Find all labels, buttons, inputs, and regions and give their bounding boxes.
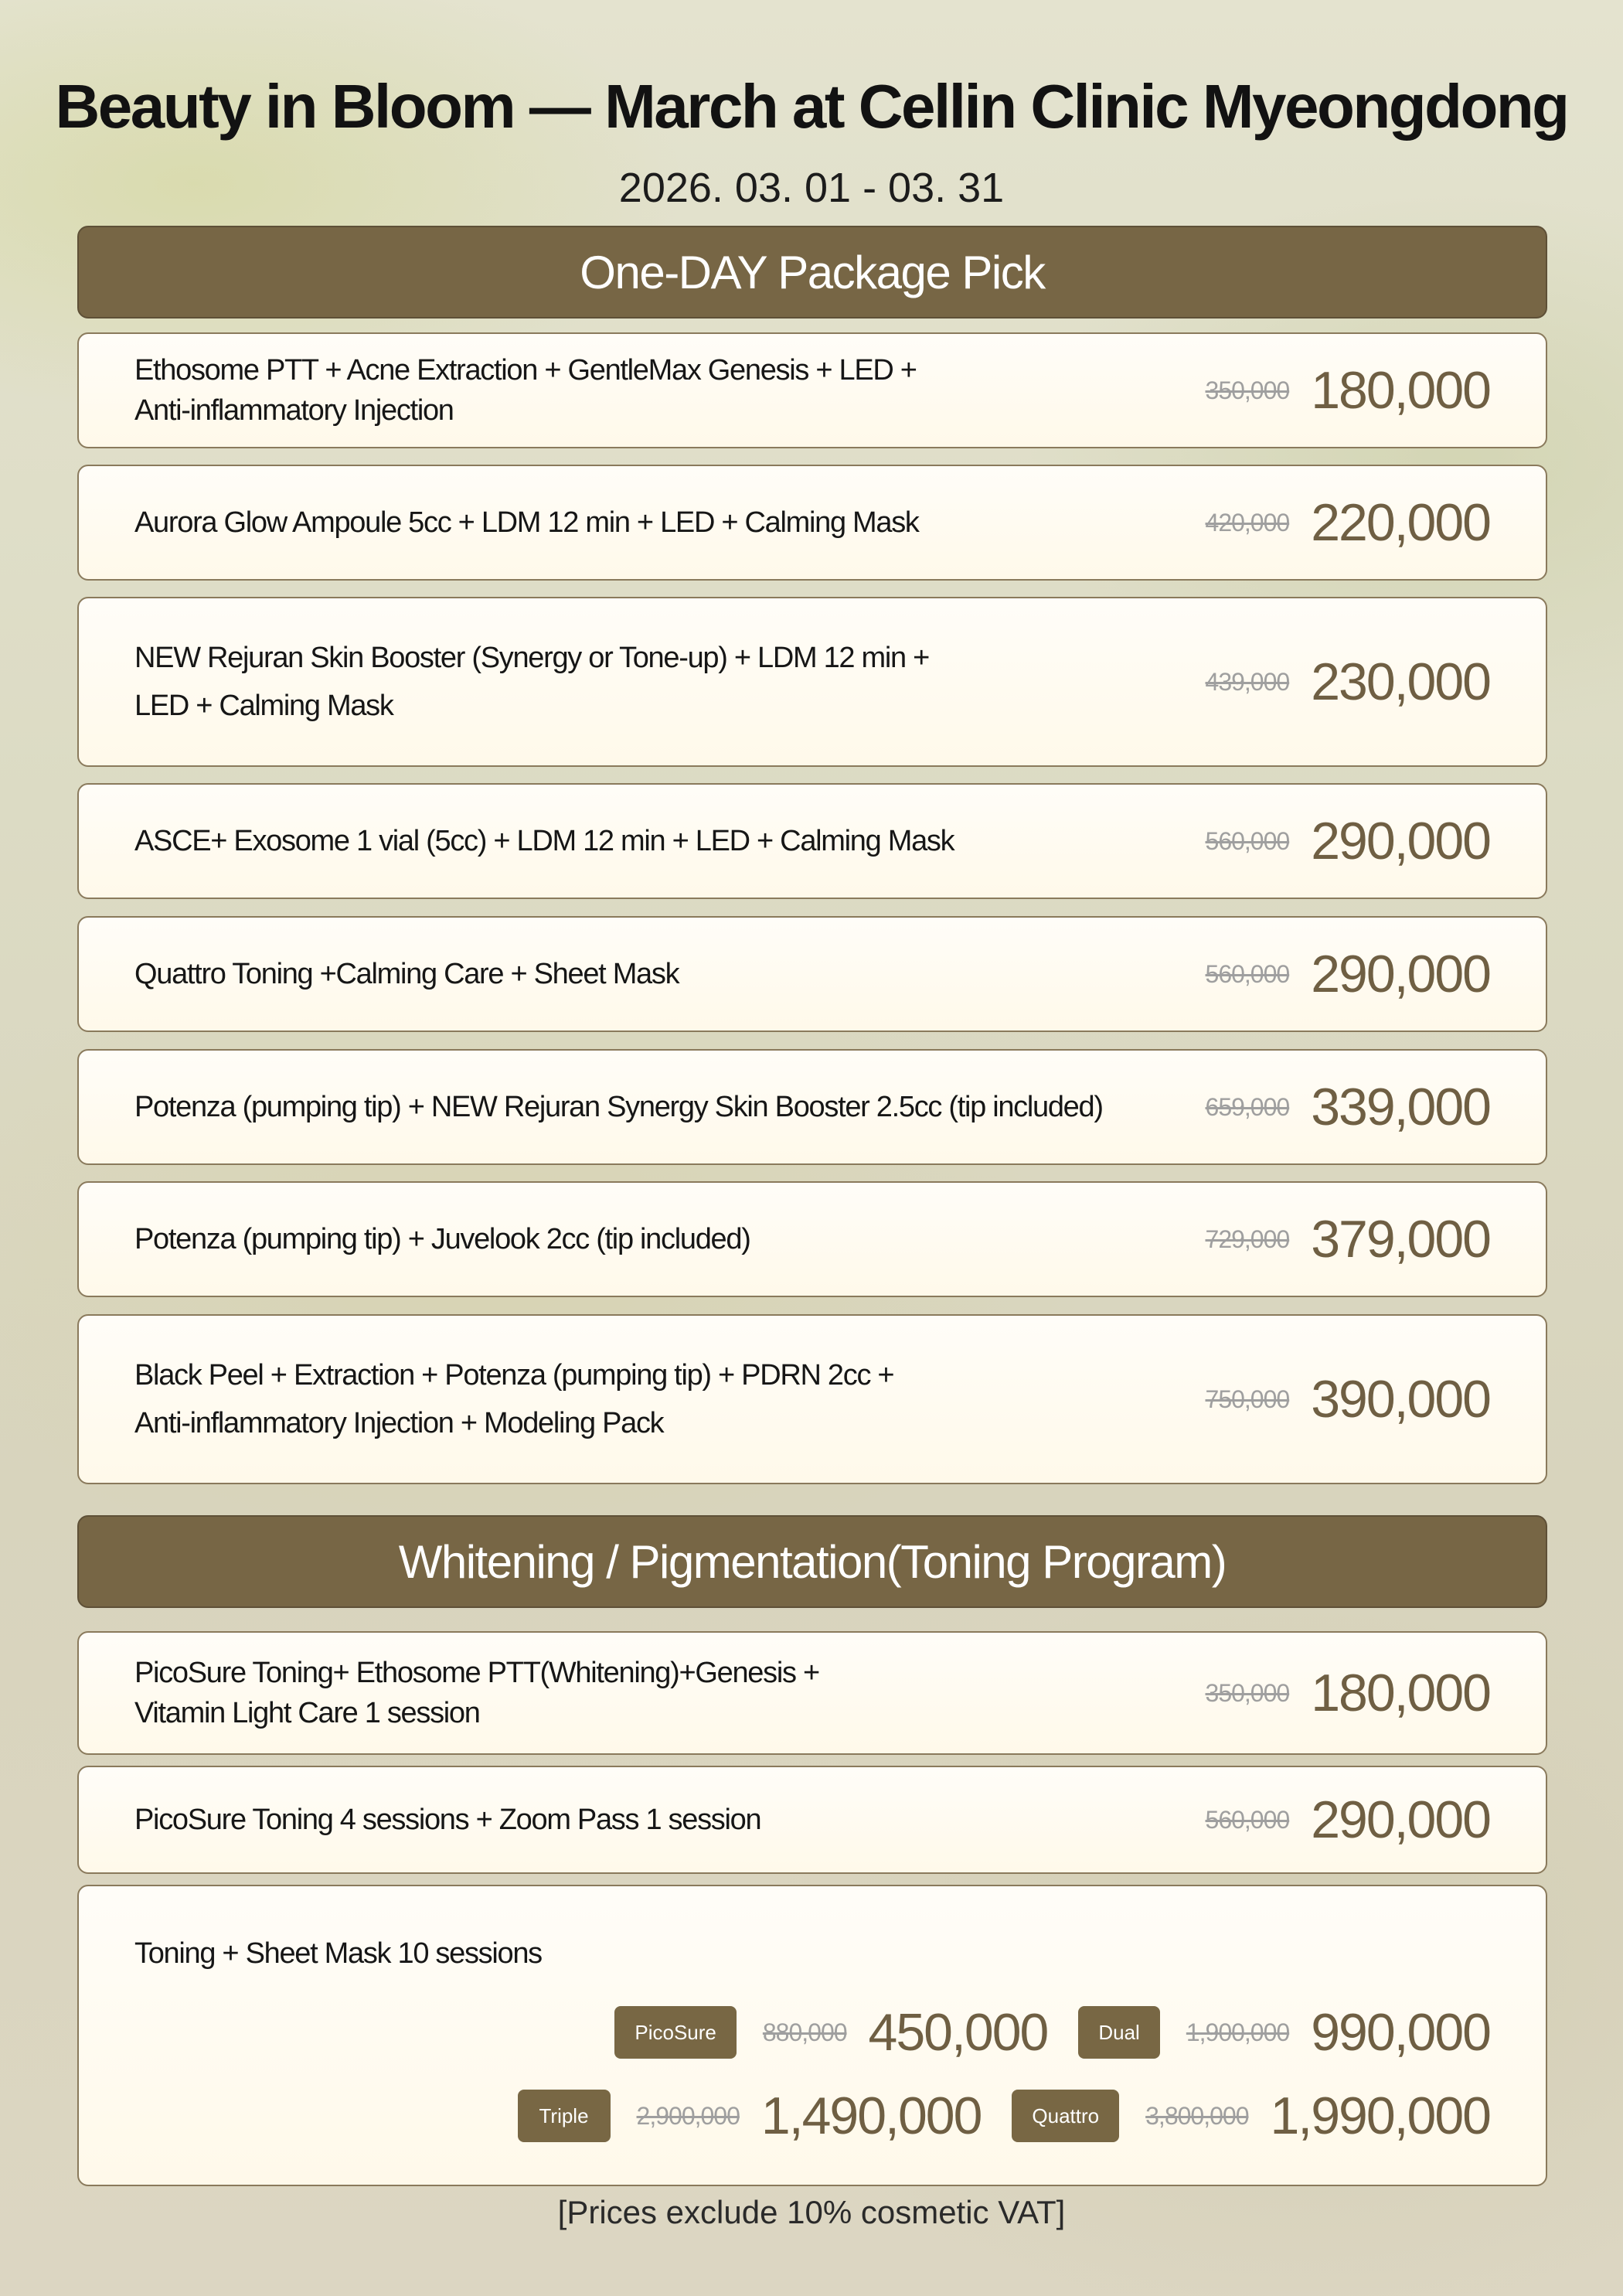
original-price: 729,000 xyxy=(1205,1225,1290,1253)
original-price: 1,900,000 xyxy=(1186,2018,1290,2046)
package-item xyxy=(77,597,1547,767)
package-item-name xyxy=(134,1633,1216,1753)
package-item-name xyxy=(134,1767,1216,1872)
sale-price: 290,000 xyxy=(1311,812,1490,870)
package-item-name xyxy=(134,1051,1216,1163)
package-item xyxy=(77,332,1547,448)
package-item xyxy=(77,783,1547,899)
package-item-name-line: Vitamin Light Care 1 session xyxy=(134,1697,480,1729)
original-price: 439,000 xyxy=(1205,667,1290,696)
package-item-name xyxy=(134,1316,1216,1483)
package-item-prices xyxy=(1206,1051,1490,1163)
package-item xyxy=(77,1766,1547,1874)
sale-price: 1,490,000 xyxy=(760,2086,982,2145)
package-item-name-line: Aurora Glow Ampoule 5cc + LDM 12 min + LED + Calming Mask xyxy=(134,506,919,539)
page-title: Beauty in Bloom — March at Cellin Clinic Myeongdong xyxy=(55,72,1568,141)
package-item-name-line: NEW Rejuran Skin Booster (Synergy or Tone-up) + LDM 12 min + xyxy=(134,642,929,674)
package-item-prices xyxy=(1206,785,1490,898)
sale-price: 1,990,000 xyxy=(1270,2086,1490,2145)
package-item xyxy=(77,1314,1547,1484)
toning-option-dual xyxy=(1078,2002,1490,2063)
toning-option-picosure xyxy=(614,2002,1047,2063)
sale-price: 290,000 xyxy=(1311,1790,1490,1849)
original-price: 560,000 xyxy=(1205,959,1290,988)
sale-price: 339,000 xyxy=(1311,1078,1490,1136)
original-price: 3,800,000 xyxy=(1145,2101,1249,2130)
package-item-prices xyxy=(1206,1183,1490,1296)
section-header-whitening-pigmentation: Whitening / Pigmentation(Toning Program) xyxy=(77,1515,1547,1608)
package-item-prices xyxy=(1206,1767,1490,1872)
original-price: 350,000 xyxy=(1205,376,1290,404)
original-price: 750,000 xyxy=(1205,1385,1290,1413)
toning-option-badge: Triple xyxy=(518,2090,611,2142)
package-item-name-line: Anti-inflammatory Injection + Modeling Pack xyxy=(134,1407,664,1439)
sale-price: 180,000 xyxy=(1311,1664,1490,1722)
original-price: 560,000 xyxy=(1205,826,1290,855)
section-header-one-day-package: One-DAY Package Pick xyxy=(77,226,1547,319)
package-item-name xyxy=(134,598,1216,765)
package-item-name-line: ASCE+ Exosome 1 vial (5cc) + LDM 12 min + LED + Calming Mask xyxy=(134,825,954,857)
sale-price: 290,000 xyxy=(1311,945,1490,1003)
package-item-name-line: Potenza (pumping tip) + NEW Rejuran Synergy Skin Booster 2.5cc (tip included) xyxy=(134,1091,1103,1123)
toning-option-badge: Dual xyxy=(1078,2006,1159,2059)
package-item xyxy=(77,1631,1547,1755)
package-item-name xyxy=(134,1183,1216,1296)
package-item-name xyxy=(134,785,1216,898)
original-price: 560,000 xyxy=(1205,1805,1290,1834)
package-item-name-line: LED + Calming Mask xyxy=(134,690,393,722)
package-item-prices xyxy=(1206,598,1490,765)
original-price: 420,000 xyxy=(1205,508,1290,537)
sale-price: 390,000 xyxy=(1311,1370,1490,1429)
package-item-name-line: Quattro Toning +Calming Care + Sheet Mask xyxy=(134,958,679,990)
sale-price: 180,000 xyxy=(1311,361,1490,420)
package-item-name xyxy=(134,334,1216,447)
toning-options-row xyxy=(518,2086,1490,2146)
toning-option-badge: Quattro xyxy=(1012,2090,1119,2142)
toning-option-quattro xyxy=(1012,2086,1490,2146)
toning-options-row xyxy=(614,2002,1490,2063)
sale-price: 220,000 xyxy=(1311,493,1490,552)
package-item-name-line: PicoSure Toning 4 sessions + Zoom Pass 1 session xyxy=(134,1804,761,1836)
package-item-prices xyxy=(1206,1316,1490,1483)
original-price: 350,000 xyxy=(1205,1678,1290,1707)
package-item xyxy=(77,1049,1547,1165)
sale-price: 450,000 xyxy=(868,2003,1048,2062)
package-item-name-line: Ethosome PTT + Acne Extraction + GentleMax Genesis + LED + xyxy=(134,354,917,387)
toning-option-triple xyxy=(518,2086,982,2146)
package-item-name-line: Black Peel + Extraction + Potenza (pumping tip) + PDRN 2cc + xyxy=(134,1359,894,1392)
package-item-prices xyxy=(1206,1633,1490,1753)
package-item-prices xyxy=(1206,466,1490,579)
package-item-name-line: Anti-inflammatory Injection xyxy=(134,394,454,427)
package-item xyxy=(77,465,1547,581)
sale-price: 230,000 xyxy=(1311,652,1490,711)
promotion-date-range: 2026. 03. 01 - 03. 31 xyxy=(618,165,1005,211)
toning-option-badge: PicoSure xyxy=(614,2006,737,2059)
vat-footnote: [Prices exclude 10% cosmetic VAT] xyxy=(557,2194,1066,2230)
package-item xyxy=(77,1181,1547,1297)
original-price: 880,000 xyxy=(762,2018,847,2046)
original-price: 659,000 xyxy=(1205,1092,1290,1121)
package-item-prices xyxy=(1206,334,1490,447)
package-item-name-line: PicoSure Toning+ Ethosome PTT(Whitening)+Genesis + xyxy=(134,1657,819,1689)
package-item-name xyxy=(134,918,1216,1030)
package-item-name-line: Potenza (pumping tip) + Juvelook 2cc (tip included) xyxy=(134,1223,750,1255)
sale-price: 990,000 xyxy=(1311,2003,1490,2062)
original-price: 2,900,000 xyxy=(636,2101,740,2130)
package-item-name xyxy=(134,466,1216,579)
toning-package-title: Toning + Sheet Mask 10 sessions xyxy=(134,1937,542,1970)
package-item-prices xyxy=(1206,918,1490,1030)
toning-package-card xyxy=(77,1885,1547,2186)
package-item xyxy=(77,916,1547,1032)
sale-price: 379,000 xyxy=(1311,1210,1490,1269)
